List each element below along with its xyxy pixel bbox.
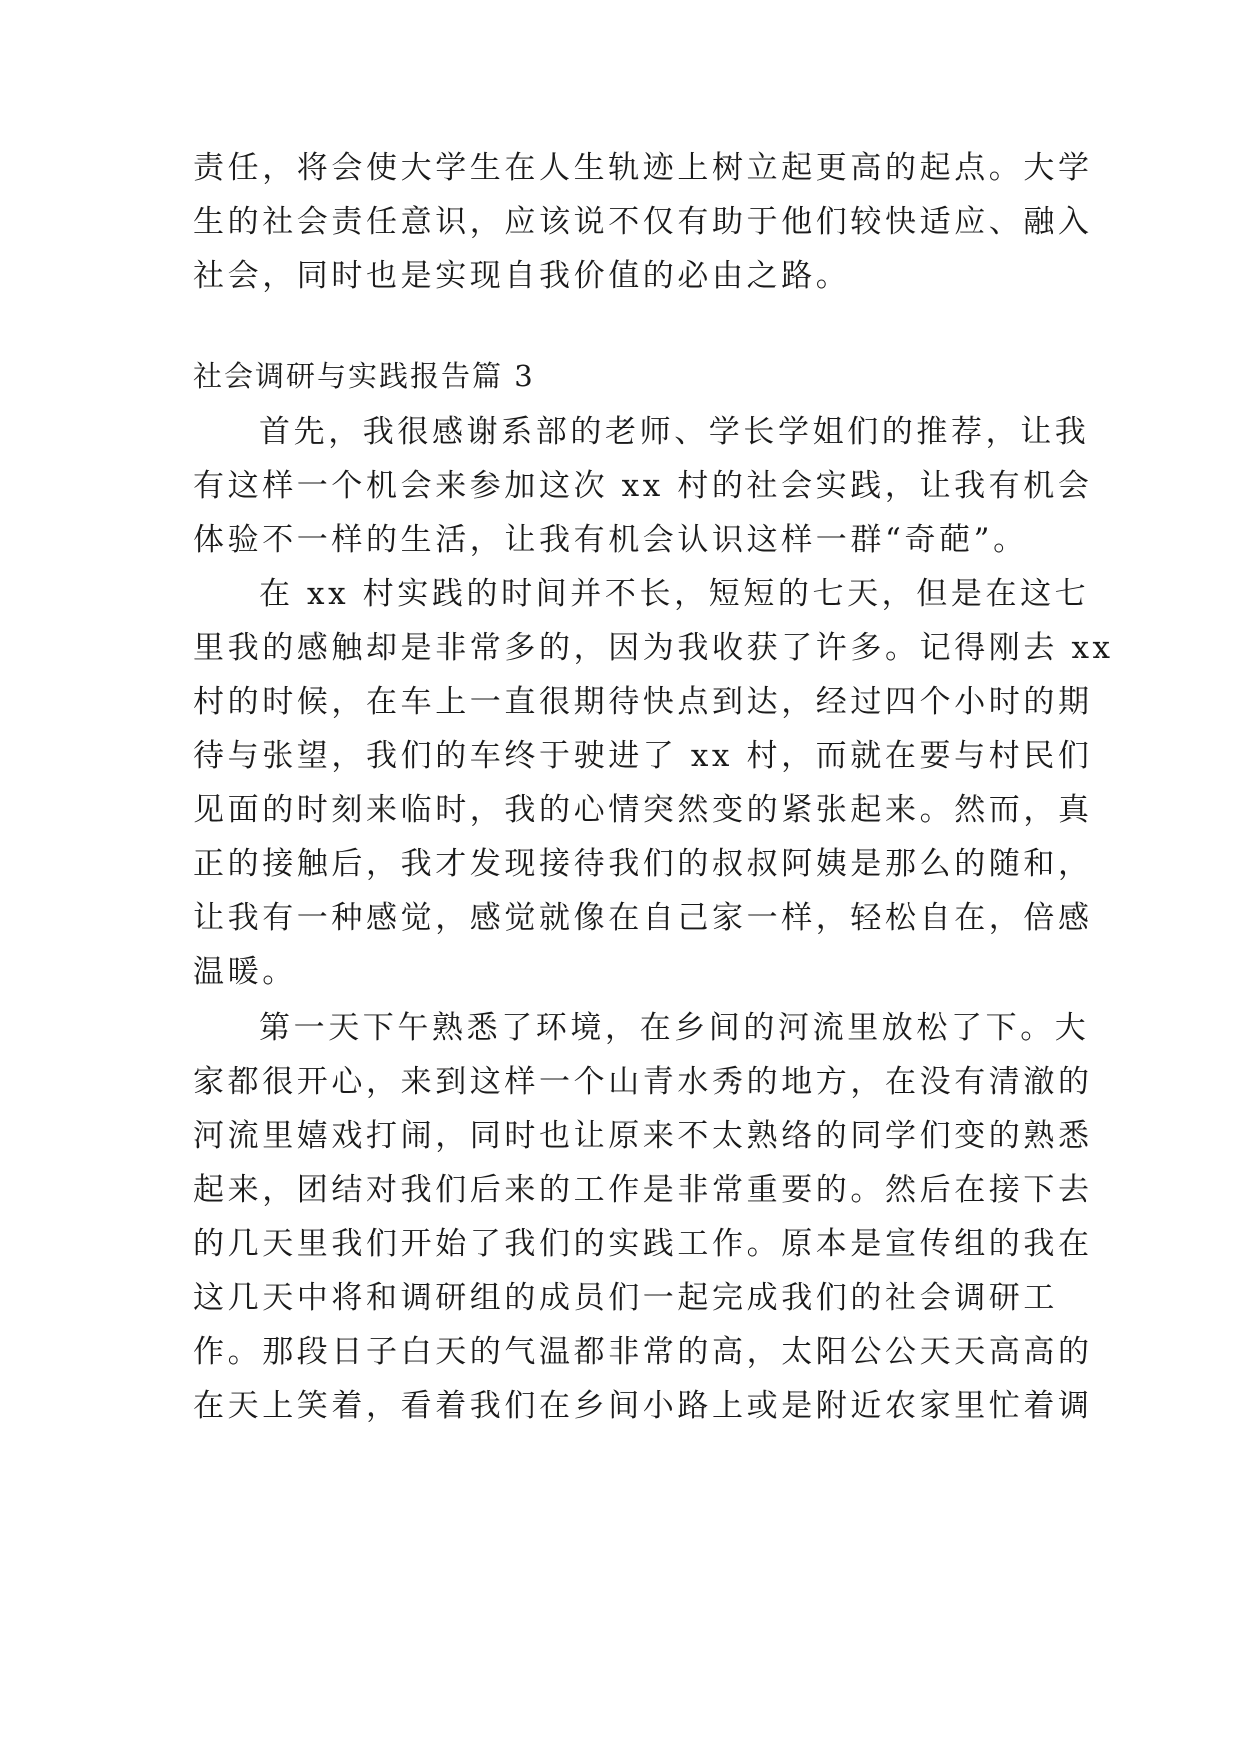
paragraph3-line-3: 河流里嬉戏打闹，同时也让原来不太熟络的同学们变的熟悉	[193, 1118, 1093, 1154]
paragraph2-line-5: 见面的时刻来临时，我的心情突然变的紧张起来。然而，真	[193, 792, 1093, 828]
section-title: 社会调研与实践报告篇 3	[193, 359, 535, 393]
paragraph1-line-3: 体验不一样的生活，让我有机会认识这样一群“奇葩”。	[193, 522, 1028, 558]
paragraph3-line-5: 的几天里我们开始了我们的实践工作。原本是宣传组的我在	[193, 1226, 1093, 1262]
paragraph3-line-2: 家都很开心，来到这样一个山青水秀的地方，在没有清澈的	[193, 1064, 1093, 1100]
paragraph2-line-6: 正的接触后，我才发现接待我们的叔叔阿姨是那么的随和，	[193, 846, 1093, 882]
paragraph2-line-7: 让我有一种感觉，感觉就像在自己家一样，轻松自在，倍感	[193, 900, 1093, 936]
paragraph3-line-8: 在天上笑着，看着我们在乡间小路上或是附近农家里忙着调	[193, 1388, 1093, 1424]
intro-line-1: 责任，将会使大学生在人生轨迹上树立起更高的起点。大学	[193, 150, 1093, 186]
paragraph3-line-1: 第一天下午熟悉了环境，在乡间的河流里放松了下。大	[259, 1010, 1090, 1046]
paragraph3-line-6: 这几天中将和调研组的成员们一起完成我们的社会调研工	[193, 1280, 1058, 1316]
paragraph1-line-2: 有这样一个机会来参加这次 xx 村的社会实践，让我有机会	[193, 468, 1093, 504]
paragraph2-line-1: 在 xx 村实践的时间并不长，短短的七天，但是在这七	[259, 576, 1090, 612]
intro-line-2: 生的社会责任意识，应该说不仅有助于他们较快适应、融入	[193, 204, 1093, 240]
paragraph3-line-4: 起来，团结对我们后来的工作是非常重要的。然后在接下去	[193, 1172, 1093, 1208]
paragraph2-line-2: 里我的感触却是非常多的，因为我收获了许多。记得刚去 xx	[193, 630, 1114, 666]
paragraph1-line-1: 首先，我很感谢系部的老师、学长学姐们的推荐，让我	[259, 414, 1090, 450]
intro-line-3: 社会，同时也是实现自我价值的必由之路。	[193, 258, 851, 294]
paragraph3-line-7: 作。那段日子白天的气温都非常的高，太阳公公天天高高的	[193, 1334, 1093, 1370]
paragraph2-line-4: 待与张望，我们的车终于驶进了 xx 村，而就在要与村民们	[193, 738, 1093, 774]
paragraph2-line-3: 村的时候，在车上一直很期待快点到达，经过四个小时的期	[193, 684, 1093, 720]
paragraph2-line-8: 温暖。	[193, 954, 297, 990]
